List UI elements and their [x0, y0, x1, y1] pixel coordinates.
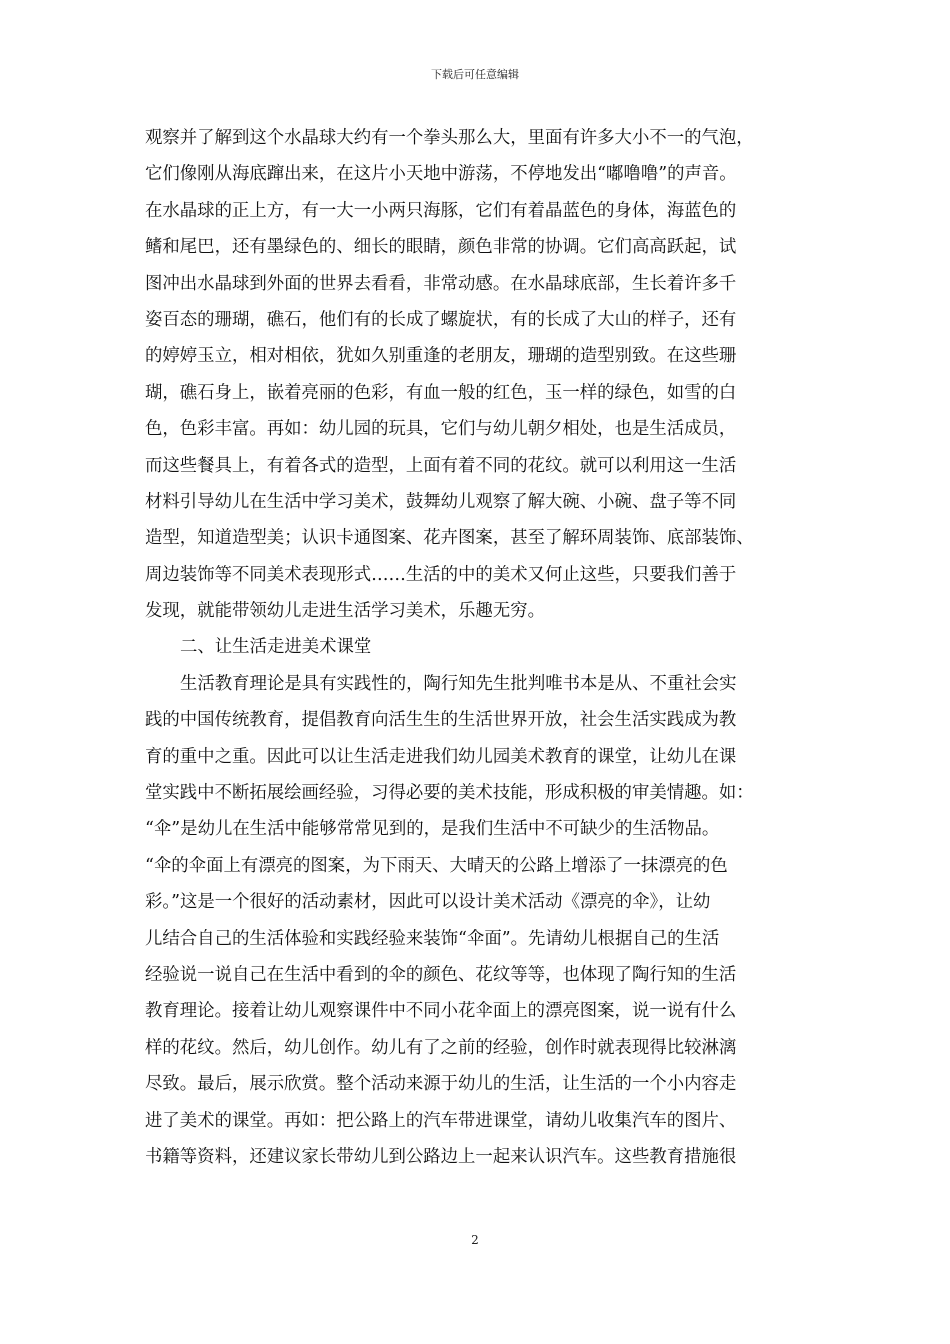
- text-line: 图冲出水晶球到外面的世界去看看，非常动感。在水晶球底部，生长着许多千: [145, 273, 737, 294]
- text-line: 进了美术的课堂。再如：把公路上的汽车带进课堂，请幼儿收集汽车的图片、: [145, 1110, 737, 1131]
- text-line: 材料引导幼儿在生活中学习美术，鼓舞幼儿观察了解大碗、小碗、盘子等不同: [145, 491, 737, 512]
- text-line: 儿结合自己的生活体验和实践经验来装饰“伞面”。先请幼儿根据自己的生活: [145, 928, 720, 949]
- text-line: “伞”是幼儿在生活中能够常常见到的，是我们生活中不可缺少的生活物品。: [145, 819, 720, 840]
- text-line: 周边装饰等不同美术表现形式……生活的中的美术又何止这些，只要我们善于: [145, 564, 737, 585]
- text-line: 瑚，礁石身上，嵌着亮丽的色彩，有血一般的红色，玉一样的绿色，如雪的白: [145, 382, 737, 403]
- text-line: 发现，就能带领幼儿走进生活学习美术，乐趣无穷。: [145, 601, 545, 622]
- text-line: 它们像刚从海底蹿出来，在这片小天地中游荡，不停地发出“嘟噜噜”的声音。: [145, 164, 737, 185]
- text-line: 书籍等资料，还建议家长带幼儿到公路边上一起来认识汽车。这些教育措施很: [145, 1146, 737, 1167]
- text-line: 教育理论。接着让幼儿观察课件中不同小花伞面上的漂亮图案，说一说有什么: [145, 1001, 737, 1022]
- text-line: 观察并了解到这个水晶球大约有一个拳头那么大，里面有许多大小不一的气泡，: [145, 128, 754, 148]
- text-line: 色，色彩丰富。再如：幼儿园的玩具，它们与幼儿朝夕相处，也是生活成员，: [145, 419, 737, 440]
- text-line: 堂实践中不断拓展绘画经验，习得必要的美术技能，形成积极的审美情趣。如：: [145, 783, 754, 804]
- text-line: 姿百态的珊瑚，礁石，他们有的长成了螺旋状，有的长成了大山的样子，还有: [145, 309, 737, 330]
- text-line: 的婷婷玉立，相对相依，犹如久别重逢的老朋友，珊瑚的造型别致。在这些珊: [145, 346, 737, 367]
- section-heading: 二、让生活走进美术课堂: [180, 637, 372, 658]
- body-text: [145, 120, 807, 1175]
- text-line: 尽致。最后，展示欣赏。整个活动来源于幼儿的生活，让生活的一个小内容走: [145, 1074, 737, 1095]
- text-line: 育的重中之重。因此可以让生活走进我们幼儿园美术教育的课堂，让幼儿在课: [145, 746, 737, 767]
- text-line: 鳍和尾巴，还有墨绿色的、细长的眼睛，颜色非常的协调。它们高高跃起，试: [145, 237, 737, 258]
- text-line: “伞的伞面上有漂亮的图案，为下雨天、大晴天的公路上增添了一抹漂亮的色: [145, 855, 728, 876]
- page-header: 下载后可任意编辑: [431, 68, 519, 81]
- page-number: 2: [471, 1233, 479, 1247]
- text-line: 彩。”这是一个很好的活动素材，因此可以设计美术活动《漂亮的伞》，让幼: [145, 892, 711, 913]
- text-line: 造型，知道造型美；认识卡通图案、花卉图案，甚至了解环周装饰、底部装饰、: [145, 528, 754, 549]
- text-line: 经验说一说自己在生活中看到的伞的颜色、花纹等等，也体现了陶行知的生活: [145, 964, 737, 985]
- text-line: 而这些餐具上，有着各式的造型，上面有着不同的花纹。就可以利用这一生活: [145, 455, 737, 476]
- text-line: 样的花纹。然后，幼儿创作。幼儿有了之前的经验，创作时就表现得比较淋漓: [145, 1037, 737, 1058]
- paragraph-first-line: 生活教育理论是具有实践性的，陶行知先生批判唯书本是从、不重社会实: [180, 673, 737, 694]
- text-line: 践的中国传统教育，提倡教育向活生生的生活世界开放，社会生活实践成为教: [145, 710, 737, 731]
- text-line: 在水晶球的正上方，有一大一小两只海豚，它们有着晶蓝色的身体，海蓝色的: [145, 200, 737, 221]
